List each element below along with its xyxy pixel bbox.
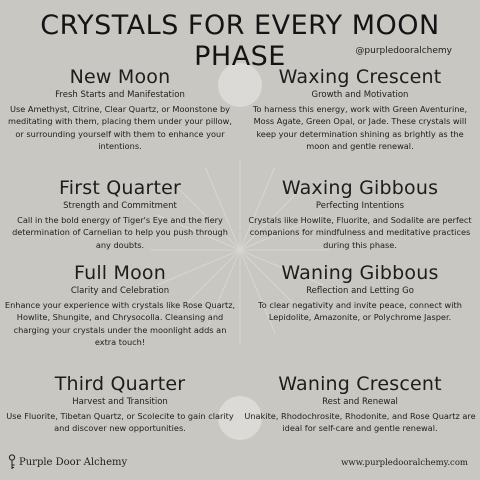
phase-third-quarter: [4, 373, 236, 435]
phase-description: To clear negativity and invite peace, connect with Lepidolite, Amazonite, or Polychrome Jasper.: [258, 300, 462, 323]
phase-title: Waxing Gibbous: [281, 177, 439, 199]
phase-title: Waxing Crescent: [278, 66, 442, 88]
phase-description: Call in the bold energy of Tiger's Eye and the fiery determination of Carnelian to help you push through any doubts.: [12, 215, 228, 250]
phase-waxing-crescent: [244, 66, 476, 153]
phase-full-moon: [4, 262, 236, 349]
phase-waning-gibbous: [244, 262, 476, 324]
social-handle: @purpledooralchemy: [355, 46, 452, 56]
phase-description: To harness this energy, work with Green Aventurine, Moss Agate, Green Opal, or Jade. These crystals will keep your determination shining as brightly as the moon and gentle renewal.: [252, 104, 468, 152]
phase-subtitle: Perfecting Intentions: [315, 201, 405, 211]
phase-title: Full Moon: [73, 262, 166, 284]
phase-title: Waning Crescent: [278, 373, 442, 395]
brand-name: Purple Door Alchemy: [19, 456, 128, 468]
phase-description: Crystals like Howlite, Fluorite, and Sodalite are perfect companions for mindfulness and meditative practices during this phase.: [248, 215, 472, 250]
key-icon: [8, 454, 16, 470]
website-url: www.purpledooralchemy.com: [341, 458, 468, 468]
phase-description: Use Amethyst, Citrine, Clear Quartz, or Moonstone by meditating with them, placing them under your pillow, or surrounding yourself with them to enhance your intentions.: [8, 104, 232, 152]
brand-logo: [8, 454, 127, 470]
phase-subtitle: Harvest and Transition: [72, 397, 168, 407]
phase-description: Use Fluorite, Tibetan Quartz, or Scolecite to gain clarity and discover new opportunities.: [6, 411, 234, 434]
phase-subtitle: Rest and Renewal: [322, 397, 398, 407]
phase-title: Third Quarter: [54, 373, 186, 395]
phase-title: Waning Gibbous: [281, 262, 439, 284]
phase-subtitle: Growth and Motivation: [311, 90, 409, 100]
phase-first-quarter: [4, 177, 236, 251]
phase-subtitle: Fresh Starts and Manifestation: [55, 90, 185, 100]
page-title: CRYSTALS FOR EVERY MOON PHASE: [40, 10, 440, 72]
phase-title: New Moon: [69, 66, 171, 88]
phase-waxing-gibbous: [244, 177, 476, 251]
phase-waning-crescent: [244, 373, 476, 435]
phase-title: First Quarter: [58, 177, 182, 199]
phase-subtitle: Strength and Commitment: [63, 201, 177, 211]
phase-subtitle: Clarity and Celebration: [70, 286, 170, 296]
phase-description: Enhance your experience with crystals like Rose Quartz, Howlite, Shungite, and Chrysocolla. Cleansing and charging your crystals under the moonlight adds an extra touch!: [4, 300, 236, 348]
phase-description: Unakite, Rhodochrosite, Rhodonite, and Rose Quartz are ideal for self-care and gentle renewal.: [244, 411, 476, 434]
phase-new-moon: [4, 66, 236, 153]
phase-subtitle: Reflection and Letting Go: [306, 286, 414, 296]
